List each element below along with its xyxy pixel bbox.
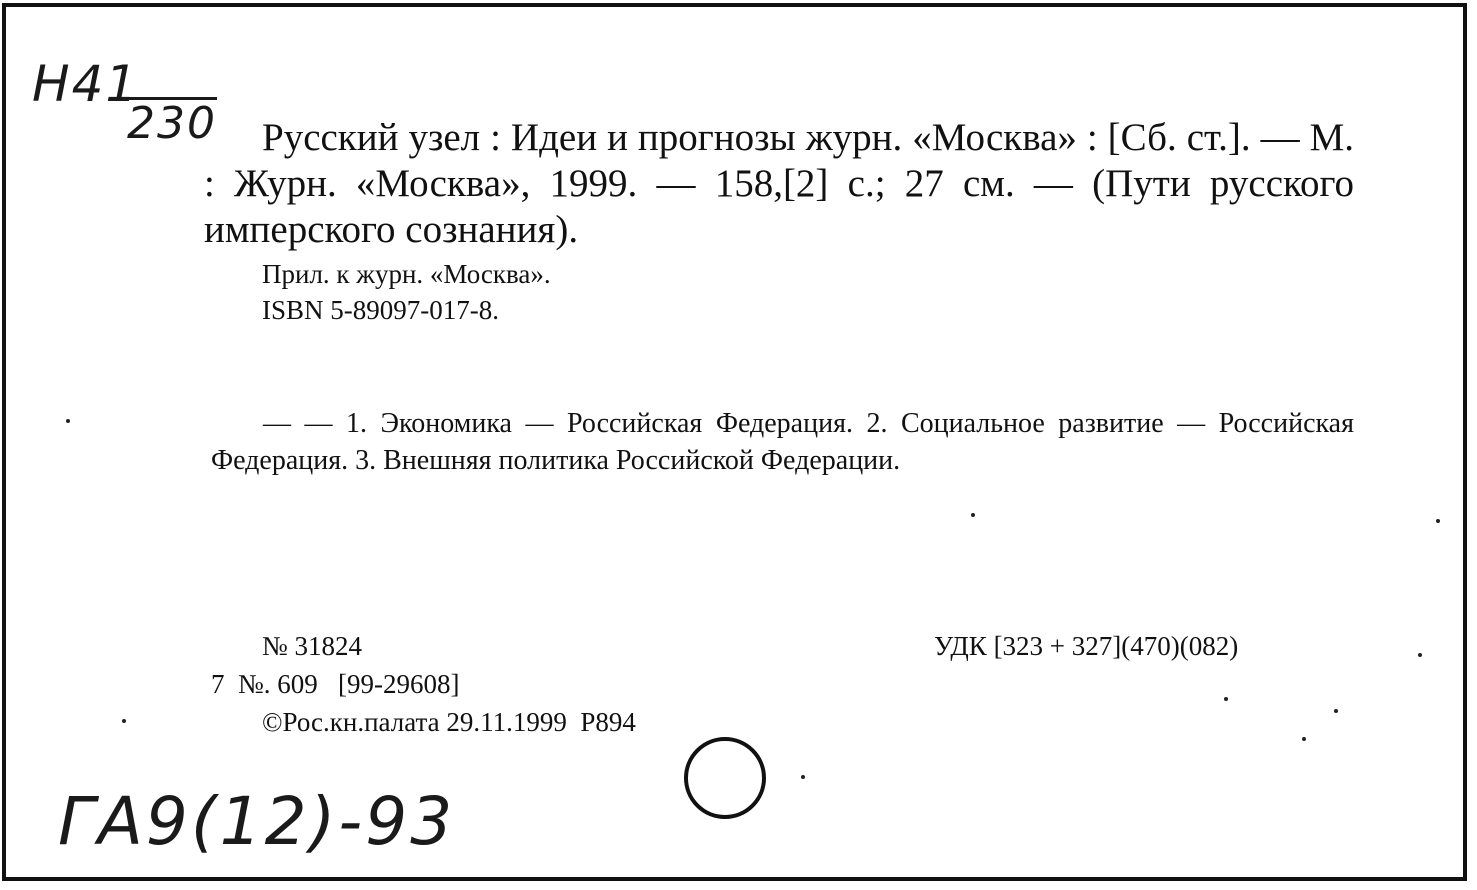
circle-stamp-icon <box>684 737 766 819</box>
scan-speck <box>122 719 126 723</box>
catalog-card <box>2 3 1467 881</box>
handwritten-shelfmark-main: Н41 <box>32 55 140 113</box>
scan-speck <box>66 419 70 423</box>
handwritten-classification: ГА9(12)-93 <box>58 783 456 860</box>
subject-headings <box>211 405 1354 479</box>
scan-speck <box>1334 709 1338 713</box>
isbn-line: ISBN 5-89097-017-8. <box>262 295 499 325</box>
scan-speck <box>1224 697 1228 701</box>
handwritten-shelfmark <box>32 55 217 149</box>
card-number-line: 7 №. 609 [99-29608] <box>211 669 460 699</box>
subject-headings-text: — — 1. Экономика — Российская Федерация. 2. Социальное развитие — Российская Федерация. 3. Внешняя политика Российской Федерации. <box>211 408 1354 476</box>
scan-speck <box>971 513 975 517</box>
scan-speck <box>1302 737 1306 741</box>
scan-speck <box>1436 519 1440 523</box>
appendix-note: Прил. к журн. «Москва». <box>262 259 551 289</box>
handwritten-shelfmark-fraction: 230 <box>127 98 217 149</box>
bibliographic-description <box>204 115 1354 253</box>
scan-speck <box>1418 653 1422 657</box>
description-text: Русский узел : Идеи и прогнозы журн. «Москва» : [Сб. ст.]. — М. : Журн. «Москва», 1999. — 158,[2] с.; 27 см. — (Пути русского имперского сознания). <box>204 116 1354 251</box>
scan-speck <box>801 775 805 779</box>
copyright-line: ©Рос.кн.палата 29.11.1999 Р894 <box>262 707 636 737</box>
udk-code: УДК [323 + 327](470)(082) <box>934 631 1239 661</box>
record-number: № 31824 <box>262 631 363 661</box>
